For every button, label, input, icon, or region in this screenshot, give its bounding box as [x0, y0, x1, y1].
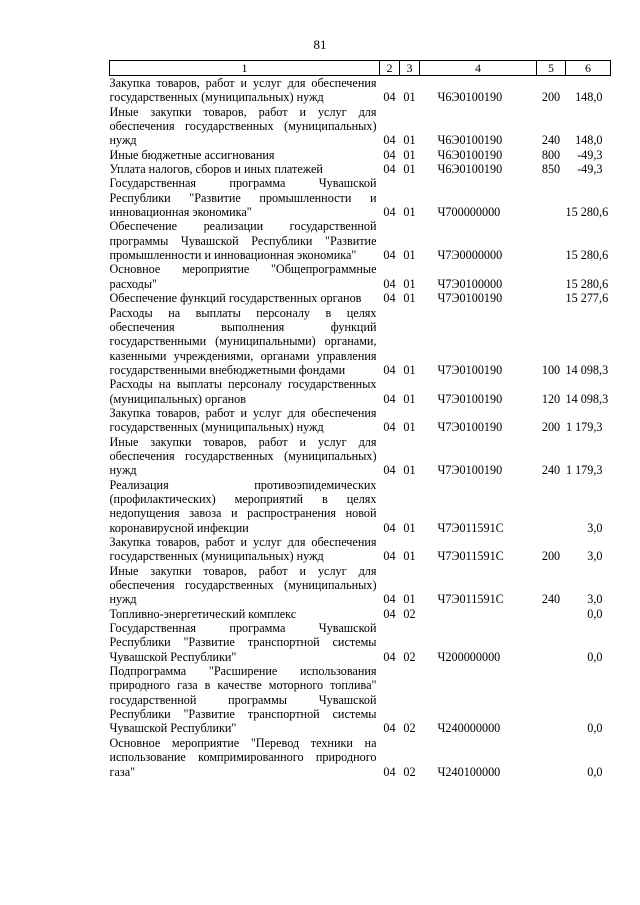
row-target-code: Ч200000000	[437, 649, 501, 664]
row-section: 04	[383, 162, 396, 177]
row-amount: 0,0	[587, 649, 603, 664]
row-section: 04	[383, 291, 396, 306]
table-row	[110, 564, 611, 607]
row-amount: 15 280,6	[565, 276, 609, 291]
row-name: Обеспечение реализации государственной программы Чувашской Республики "Развитие промышленности и инновационная экономика"	[109, 219, 377, 263]
table-row	[110, 664, 611, 736]
row-section: 04	[383, 721, 396, 736]
table-row	[110, 377, 611, 406]
row-expense-type: 240	[541, 463, 561, 478]
row-subsection: 01	[403, 549, 416, 564]
row-expense-type: 120	[541, 391, 561, 406]
row-amount: -49,3	[577, 162, 603, 177]
row-subsection: 02	[403, 649, 416, 664]
row-target-code: Ч6Э0100190	[437, 90, 503, 105]
table-row	[110, 176, 611, 219]
header-col-expense-type: 5	[537, 61, 566, 76]
row-expense-type	[537, 607, 566, 621]
row-expense-type: 800	[541, 147, 561, 162]
row-name: Закупка товаров, работ и услуг для обеспечения государственных (муниципальных) нужд	[109, 535, 377, 564]
row-section: 04	[383, 133, 396, 148]
row-expense-type	[537, 736, 566, 779]
row-amount: 15 277,6	[565, 291, 609, 306]
table-row	[110, 435, 611, 478]
row-subsection: 02	[403, 606, 416, 621]
row-subsection: 01	[403, 362, 416, 377]
table-row	[110, 262, 611, 291]
row-expense-type	[537, 291, 566, 305]
row-amount: 3,0	[587, 520, 603, 535]
row-section: 04	[383, 649, 396, 664]
row-expense-type	[537, 176, 566, 219]
row-subsection: 01	[403, 248, 416, 263]
page-number: 81	[313, 37, 327, 52]
row-name: Подпрограмма "Расширение использования природного газа в качестве моторного топлива" государственной программы Чувашской Республики "Развитие транспортной системы Чувашской Республики"	[109, 664, 377, 736]
table-row	[110, 621, 611, 664]
row-subsection: 01	[403, 291, 416, 306]
row-expense-type: 200	[541, 420, 561, 435]
row-name: Иные закупки товаров, работ и услуг для обеспечения государственных (муниципальных) нужд	[109, 104, 377, 148]
row-subsection: 02	[403, 764, 416, 779]
row-target-code: Ч7Э0100000	[437, 276, 503, 291]
row-target-code: Ч7Э0100190	[437, 463, 503, 478]
row-section: 04	[383, 90, 396, 105]
row-section: 04	[383, 520, 396, 535]
row-expense-type: 850	[541, 162, 561, 177]
row-name: Уплата налогов, сборов и иных платежей	[109, 162, 323, 177]
table-row	[110, 406, 611, 435]
row-subsection: 01	[403, 592, 416, 607]
row-amount: 14 098,3	[565, 362, 609, 377]
row-amount: 14 098,3	[565, 391, 609, 406]
row-expense-type	[537, 262, 566, 291]
row-amount: 0,0	[587, 721, 603, 736]
row-expense-type: 100	[541, 362, 561, 377]
row-section: 04	[383, 147, 396, 162]
row-subsection: 01	[403, 463, 416, 478]
row-section: 04	[383, 764, 396, 779]
row-target-code: Ч7Э0000000	[437, 248, 503, 263]
row-expense-type	[537, 219, 566, 262]
row-expense-type	[537, 664, 566, 736]
row-section: 04	[383, 391, 396, 406]
table-row	[110, 535, 611, 564]
header-col-subsection: 3	[400, 61, 420, 76]
table-row	[110, 736, 611, 779]
row-section: 04	[383, 592, 396, 607]
row-target-code: Ч6Э0100190	[437, 133, 503, 148]
table-row	[110, 291, 611, 305]
table-row	[110, 162, 611, 176]
table-row	[110, 607, 611, 621]
row-name: Расходы на выплаты персоналу в целях обеспечения выполнения функций государственными (муниципальными) органами, казенными учреждениями, органами управления государственными внебюджетными фондами	[109, 305, 377, 377]
row-amount: 1 179,3	[565, 420, 603, 435]
row-target-code: Ч700000000	[437, 205, 501, 220]
header-col-amount: 6	[566, 61, 611, 76]
row-amount: 148,0	[575, 133, 603, 148]
row-name: Обеспечение функций государственных органов	[109, 291, 362, 306]
header-col-target-code: 4	[420, 61, 537, 76]
row-subsection: 01	[403, 420, 416, 435]
row-section: 04	[383, 420, 396, 435]
row-subsection: 01	[403, 520, 416, 535]
row-expense-type	[537, 478, 566, 535]
row-target-code: Ч6Э0100190	[437, 147, 503, 162]
row-amount: 15 280,6	[565, 205, 609, 220]
row-amount: 15 280,6	[565, 248, 609, 263]
header-col-name: 1	[110, 61, 380, 76]
row-amount: 3,0	[587, 549, 603, 564]
table-row	[110, 219, 611, 262]
table-header-row	[110, 61, 611, 76]
row-target-code	[420, 607, 537, 621]
row-target-code: Ч7Э0100190	[437, 362, 503, 377]
row-subsection: 01	[403, 133, 416, 148]
row-target-code: Ч7Э0100190	[437, 391, 503, 406]
row-name: Топливно-энергетический комплекс	[109, 606, 297, 621]
row-subsection: 01	[403, 147, 416, 162]
budget-table	[109, 60, 611, 779]
row-amount: 0,0	[587, 606, 603, 621]
header-col-section: 2	[380, 61, 400, 76]
row-name: Расходы на выплаты персоналу государственных (муниципальных) органов	[109, 377, 377, 406]
row-name: Основное мероприятие "Перевод техники на использование компримированного природного газа"	[109, 735, 377, 779]
row-target-code: Ч7Э011591С	[437, 549, 504, 564]
row-name: Государственная программа Чувашской Республики "Развитие промышленности и инновационная экономика"	[109, 176, 377, 220]
row-amount: 0,0	[587, 764, 603, 779]
row-amount: -49,3	[577, 147, 603, 162]
table-row	[110, 478, 611, 535]
row-expense-type: 240	[541, 133, 561, 148]
row-amount: 1 179,3	[565, 463, 603, 478]
row-section: 04	[383, 205, 396, 220]
row-target-code: Ч6Э0100190	[437, 162, 503, 177]
row-name: Государственная программа Чувашской Республики "Развитие транспортной системы Чувашской Республики"	[109, 621, 377, 664]
row-subsection: 02	[403, 721, 416, 736]
row-target-code: Ч240000000	[437, 721, 501, 736]
row-section: 04	[383, 248, 396, 263]
row-subsection: 01	[403, 162, 416, 177]
row-name: Иные закупки товаров, работ и услуг для обеспечения государственных (муниципальных) нужд	[109, 434, 377, 478]
row-name: Реализация противоэпидемических (профилактических) мероприятий в целях недопущения завоза и распространения новой коронавирусной инфекции	[109, 477, 377, 535]
row-amount: 3,0	[587, 592, 603, 607]
row-name: Основное мероприятие "Общепрограммные расходы"	[109, 262, 377, 291]
row-name: Иные закупки товаров, работ и услуг для обеспечения государственных (муниципальных) нужд	[109, 563, 377, 607]
row-subsection: 01	[403, 205, 416, 220]
row-name: Закупка товаров, работ и услуг для обеспечения государственных (муниципальных) нужд	[109, 76, 377, 105]
row-expense-type	[537, 621, 566, 664]
table-row	[110, 105, 611, 148]
row-expense-type: 240	[541, 592, 561, 607]
row-subsection: 01	[403, 276, 416, 291]
row-target-code: Ч7Э011591С	[437, 520, 504, 535]
table-row	[110, 76, 611, 105]
table-row	[110, 148, 611, 162]
row-section: 04	[383, 549, 396, 564]
row-subsection: 01	[403, 90, 416, 105]
table-row	[110, 306, 611, 378]
row-target-code: Ч7Э0100190	[437, 420, 503, 435]
row-expense-type: 200	[541, 549, 561, 564]
row-section: 04	[383, 276, 396, 291]
row-target-code: Ч7Э0100190	[437, 291, 503, 306]
row-section: 04	[383, 362, 396, 377]
row-expense-type: 200	[541, 90, 561, 105]
row-amount: 148,0	[575, 90, 603, 105]
row-section: 04	[383, 463, 396, 478]
row-subsection: 01	[403, 391, 416, 406]
row-section: 04	[383, 606, 396, 621]
row-name: Закупка товаров, работ и услуг для обеспечения государственных (муниципальных) нужд	[109, 405, 377, 435]
row-name: Иные бюджетные ассигнования	[109, 147, 275, 162]
row-target-code: Ч240100000	[437, 764, 501, 779]
row-target-code: Ч7Э011591С	[437, 592, 504, 607]
